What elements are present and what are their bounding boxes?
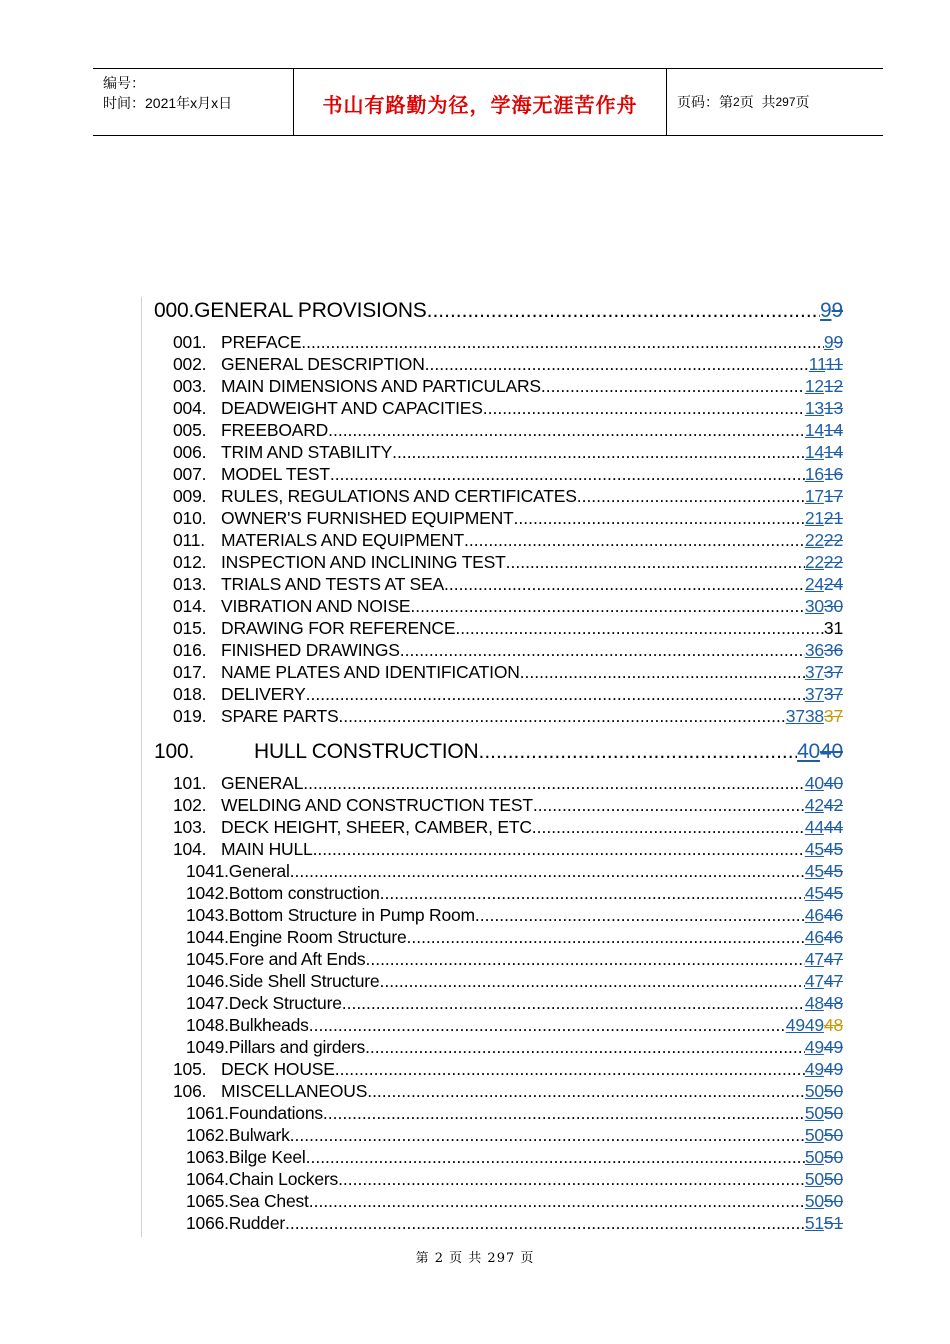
toc-page-deleted: 36	[823, 640, 843, 660]
toc-entry-title: MATERIALS AND EQUIPMENT	[221, 530, 465, 550]
toc-entry-number: 1041.	[186, 861, 229, 881]
toc-entry-title: Sea Chest	[228, 1191, 309, 1211]
toc-entry	[173, 618, 843, 639]
toc-entry-title: GENERAL PROVISIONS	[194, 299, 427, 322]
toc-page-deleted: 30	[823, 596, 843, 616]
toc-entry	[173, 684, 843, 705]
toc-page-link[interactable]	[805, 1125, 843, 1146]
toc-leader-dots	[475, 905, 805, 926]
toc-page-inserted: 4949	[785, 1015, 824, 1035]
toc-entry	[186, 883, 843, 904]
toc-entry	[186, 1213, 843, 1234]
toc-entry-number: 007.	[173, 464, 207, 484]
toc-leader-dots	[338, 706, 785, 727]
page-number: 2	[733, 95, 740, 109]
toc-entry-number: 1049.	[186, 1037, 229, 1057]
toc-entry-title: DELIVERY	[221, 684, 306, 704]
toc-page-link[interactable]	[805, 420, 843, 441]
toc-entry-number: 1062.	[186, 1125, 229, 1145]
toc-entry-number: 1043.	[186, 905, 229, 925]
toc-page-inserted: 48	[804, 993, 824, 1013]
toc-leader-dots	[285, 1213, 805, 1234]
toc-leader-dots	[380, 883, 805, 904]
toc-page-link[interactable]	[805, 1059, 843, 1080]
toc-page-link[interactable]	[805, 1191, 843, 1212]
toc-page-inserted: 24	[804, 574, 824, 594]
toc-page-inserted: 45	[804, 839, 824, 859]
toc-page-deleted: 42	[823, 795, 843, 815]
toc-leader-dots	[323, 1103, 805, 1124]
toc-page-deleted: 48	[823, 1015, 843, 1035]
toc-page-link[interactable]	[805, 905, 843, 926]
toc-entry	[173, 398, 843, 419]
toc-page-inserted: 9	[820, 299, 832, 322]
toc-page-inserted: 11	[808, 354, 826, 374]
toc-page-inserted: 22	[804, 530, 824, 550]
toc-leader-dots	[338, 1169, 805, 1190]
toc-entry-number: 104.	[173, 839, 207, 859]
toc-entry-number: 013.	[173, 574, 207, 594]
toc-entry	[173, 376, 843, 397]
toc-entry-title: Bottom Structure in Pump Room	[228, 905, 475, 925]
toc-page-deleted: 11	[825, 354, 843, 374]
toc-entry	[186, 1191, 843, 1212]
toc-entry-number: 1066.	[186, 1213, 229, 1233]
toc-leader-dots	[365, 949, 804, 970]
toc-page-deleted: 50	[823, 1191, 843, 1211]
toc-page-link[interactable]	[824, 618, 843, 639]
toc-page-inserted: 37	[804, 684, 824, 704]
toc-entry-title: Bilge Keel	[228, 1147, 306, 1167]
toc-page-deleted: 50	[823, 1169, 843, 1189]
toc-entry-number: 012.	[173, 552, 207, 572]
toc-entry	[154, 299, 843, 323]
page-prefix: 页码：第	[677, 94, 733, 110]
page-suffix: 页	[795, 94, 810, 110]
toc-leader-dots	[330, 464, 805, 485]
toc-page-inserted: 47	[804, 949, 824, 969]
toc-leader-dots	[425, 354, 809, 375]
toc-entry	[173, 464, 843, 485]
toc-entry-number: 016.	[173, 640, 207, 660]
toc-page-inserted: 51	[804, 1213, 824, 1233]
toc-leader-dots	[541, 376, 805, 397]
toc-entry	[173, 817, 843, 838]
toc-entry	[186, 1125, 843, 1146]
toc-entry	[173, 839, 843, 860]
toc-leader-dots	[427, 299, 820, 323]
toc-leader-dots	[532, 817, 805, 838]
toc-entry-number: 1064.	[186, 1169, 229, 1189]
toc-leader-dots	[309, 1191, 805, 1212]
toc-entry-number: 100.	[154, 740, 195, 763]
header-motto: 书山有路勤为径，学海无涯苦作舟	[294, 69, 667, 135]
toc-leader-dots	[306, 1147, 805, 1168]
toc-page-link[interactable]	[805, 839, 843, 860]
toc-entry-title: GENERAL DESCRIPTION	[221, 354, 425, 374]
toc-page-link[interactable]	[805, 817, 843, 838]
toc-page-deleted: 51	[823, 1213, 843, 1233]
toc-entry-title: TRIALS AND TESTS AT SEA	[221, 574, 444, 594]
toc-entry	[173, 574, 843, 595]
toc-entry	[173, 530, 843, 551]
toc-entry	[186, 1147, 843, 1168]
toc-entry	[173, 706, 843, 727]
toc-page-inserted: 46	[804, 905, 824, 925]
toc-page-inserted: 12	[804, 376, 824, 396]
toc-page-link[interactable]	[805, 927, 843, 948]
toc-leader-dots	[407, 927, 805, 948]
table-of-contents	[141, 297, 847, 1237]
toc-entry-number: 019.	[173, 706, 207, 726]
toc-entry-number: 1063.	[186, 1147, 229, 1167]
toc-page-link[interactable]	[805, 596, 843, 617]
toc-leader-dots	[367, 1081, 805, 1102]
toc-page-link[interactable]	[805, 949, 843, 970]
toc-entry-number: 1045.	[186, 949, 229, 969]
toc-entry-number: 009.	[173, 486, 207, 506]
toc-page-link[interactable]	[824, 332, 843, 353]
toc-entry	[173, 508, 843, 529]
toc-entry-title: Pillars and girders	[228, 1037, 366, 1057]
toc-entry-number: 1061.	[186, 1103, 229, 1123]
toc-entry	[173, 332, 843, 353]
toc-page-deleted: 37	[823, 684, 843, 704]
toc-page-deleted: 45	[823, 883, 843, 903]
toc-page-link[interactable]	[805, 883, 843, 904]
toc-entry-title: INSPECTION AND INCLINING TEST	[221, 552, 506, 572]
toc-page-deleted: 50	[823, 1125, 843, 1145]
toc-entry-number: 017.	[173, 662, 207, 682]
toc-entry-title: Bulwark	[228, 1125, 290, 1145]
toc-entry-title: Engine Room Structure	[228, 927, 407, 947]
toc-entry	[173, 640, 843, 661]
page-total: 297	[775, 95, 796, 109]
toc-page-inserted: 9	[823, 332, 834, 352]
header-page-info	[667, 69, 883, 135]
toc-entry-number: 105.	[173, 1059, 207, 1079]
toc-entry-title: Deck Structure	[228, 993, 342, 1013]
toc-entry-number: 011.	[173, 530, 205, 550]
toc-page-inserted: 14	[804, 442, 824, 462]
toc-entry-title: WELDING AND CONSTRUCTION TEST	[221, 795, 533, 815]
toc-entry-title: DEADWEIGHT AND CAPACITIES	[221, 398, 483, 418]
toc-page-link[interactable]	[805, 1037, 843, 1058]
toc-page-inserted: 50	[804, 1103, 824, 1123]
toc-page-inserted: 46	[804, 927, 824, 947]
toc-page-link[interactable]	[805, 684, 843, 705]
toc-page-link[interactable]	[805, 486, 843, 507]
toc-leader-dots	[479, 740, 798, 764]
toc-page-deleted: 50	[823, 1147, 843, 1167]
toc-page-inserted: 50	[804, 1191, 824, 1211]
page-mid: 页 共	[739, 94, 776, 110]
toc-page-inserted: 50	[804, 1169, 824, 1189]
toc-page-link[interactable]	[805, 640, 843, 661]
toc-page-inserted: 42	[804, 795, 824, 815]
toc-page-deleted: 40	[820, 740, 843, 763]
toc-page-deleted: 13	[823, 398, 843, 418]
toc-entry-title: Side Shell Structure	[228, 971, 380, 991]
toc-page-inserted: 40	[797, 740, 821, 763]
toc-entry	[173, 1059, 843, 1080]
toc-entry	[154, 740, 843, 764]
toc-entry-number: 1065.	[186, 1191, 229, 1211]
toc-page-link[interactable]	[805, 574, 843, 595]
toc-page-inserted: 40	[804, 773, 824, 793]
toc-page-deleted: 21	[823, 508, 843, 528]
toc-page-inserted: 17	[804, 486, 824, 506]
doc-number-label: 编号：	[103, 75, 145, 91]
toc-page-link[interactable]	[805, 861, 843, 882]
toc-entry	[173, 354, 843, 375]
toc-page-deleted: 14	[823, 420, 843, 440]
toc-entry	[173, 662, 843, 683]
toc-leader-dots	[301, 332, 824, 353]
toc-page-inserted: 44	[804, 817, 824, 837]
toc-entry-number: 018.	[173, 684, 207, 704]
toc-entry-number: 102.	[173, 795, 207, 815]
toc-page-inserted: 37	[804, 662, 824, 682]
toc-page-deleted: 22	[823, 552, 843, 572]
toc-entry	[186, 1103, 843, 1124]
toc-page-link[interactable]	[805, 795, 843, 816]
toc-entry-title: MAIN HULL	[221, 839, 313, 859]
toc-leader-dots	[290, 861, 805, 882]
toc-entry	[186, 927, 843, 948]
toc-page-inserted: 21	[804, 508, 824, 528]
toc-page-inserted: 45	[804, 883, 824, 903]
toc-entry-title: HULL CONSTRUCTION	[254, 740, 479, 763]
toc-entry-title: MODEL TEST	[221, 464, 330, 484]
toc-page-link[interactable]	[820, 299, 843, 323]
toc-leader-dots	[506, 552, 805, 573]
toc-entry	[173, 442, 843, 463]
toc-entry-title: DRAWING FOR REFERENCE	[221, 618, 456, 638]
toc-page-link[interactable]	[805, 1213, 843, 1234]
toc-entry-title: Bottom construction	[228, 883, 380, 903]
toc-entry-title: MISCELLANEOUS	[221, 1081, 368, 1101]
toc-page-deleted: 45	[823, 839, 843, 859]
toc-leader-dots	[342, 993, 805, 1014]
toc-entry-number: 1044.	[186, 927, 229, 947]
toc-entry	[186, 1169, 843, 1190]
toc-page-inserted: 50	[804, 1125, 824, 1145]
toc-page-deleted: 44	[823, 817, 843, 837]
header-meta	[93, 69, 294, 135]
toc-entry-title: FREEBOARD	[221, 420, 329, 440]
toc-page-deleted: 24	[823, 574, 843, 594]
toc-leader-dots	[444, 574, 805, 595]
toc-page-deleted: 46	[823, 905, 843, 925]
toc-entry-title: GENERAL	[221, 773, 304, 793]
toc-page-link[interactable]	[805, 398, 843, 419]
toc-entry-number: 004.	[173, 398, 207, 418]
toc-entry	[173, 795, 843, 816]
toc-page-link[interactable]	[809, 354, 843, 375]
toc-leader-dots	[464, 530, 805, 551]
toc-page-inserted: 45	[804, 861, 824, 881]
toc-leader-dots	[533, 795, 805, 816]
toc-entry-title: DECK HEIGHT, SHEER, CAMBER, ETC	[221, 817, 532, 837]
toc-leader-dots	[410, 596, 804, 617]
toc-entry-number: 1046.	[186, 971, 229, 991]
toc-page-link[interactable]	[805, 552, 843, 573]
toc-entry-number: 002.	[173, 354, 207, 374]
toc-leader-dots	[290, 1125, 805, 1146]
toc-leader-dots	[313, 839, 805, 860]
toc-page-deleted: 50	[823, 1103, 843, 1123]
toc-page-link[interactable]	[805, 508, 843, 529]
toc-page-link[interactable]	[805, 442, 843, 463]
toc-page-inserted: 30	[804, 596, 824, 616]
toc-entry-number: 101.	[173, 773, 207, 793]
toc-entry-number: 003.	[173, 376, 207, 396]
toc-entry	[186, 861, 843, 882]
toc-page-deleted: 9	[833, 332, 843, 352]
toc-leader-dots	[483, 398, 805, 419]
toc-entry-title: Bulkheads	[228, 1015, 309, 1035]
toc-entry	[186, 993, 843, 1014]
toc-page-link[interactable]	[805, 1169, 843, 1190]
toc-entry-number: 001.	[173, 332, 207, 352]
toc-page-deleted: 14	[823, 442, 843, 462]
toc-page-deleted: 22	[823, 530, 843, 550]
toc-page-deleted: 37	[823, 662, 843, 682]
toc-entry-title: Chain Lockers	[228, 1169, 339, 1189]
toc-page-link[interactable]	[786, 1015, 843, 1036]
toc-page-inserted: 13	[804, 398, 824, 418]
toc-entry-number: 106.	[173, 1081, 207, 1101]
toc-page-deleted: 16	[823, 464, 843, 484]
toc-entry-number: 006.	[173, 442, 207, 462]
toc-page-inserted: 36	[804, 640, 824, 660]
toc-entry-title: General	[228, 861, 290, 881]
toc-page-deleted: 37	[823, 706, 843, 726]
toc-page-inserted: 49	[804, 1059, 824, 1079]
toc-page-link[interactable]	[805, 773, 843, 794]
toc-entry	[173, 552, 843, 573]
toc-leader-dots	[577, 486, 805, 507]
toc-page-inserted: 47	[804, 971, 824, 991]
toc-entry-number: 010.	[173, 508, 207, 528]
toc-entry	[186, 1037, 843, 1058]
toc-entry-title: OWNER'S FURNISHED EQUIPMENT	[221, 508, 514, 528]
toc-page-link[interactable]	[797, 740, 843, 764]
toc-page-link[interactable]	[805, 530, 843, 551]
toc-page-deleted: 12	[823, 376, 843, 396]
toc-entry	[186, 949, 843, 970]
toc-entry-number: 1048.	[186, 1015, 229, 1035]
toc-page-deleted: 40	[823, 773, 843, 793]
toc-entry-number: 1047.	[186, 993, 229, 1013]
toc-page-deleted: 48	[823, 993, 843, 1013]
toc-page-link[interactable]	[805, 662, 843, 683]
toc-entry-number: 103.	[173, 817, 207, 837]
toc-leader-dots	[520, 662, 805, 683]
toc-page-deleted: 17	[823, 486, 843, 506]
toc-entry-number: 005.	[173, 420, 207, 440]
toc-leader-dots	[379, 971, 804, 992]
toc-page-link[interactable]	[805, 1103, 843, 1124]
toc-leader-dots	[365, 1037, 805, 1058]
toc-page-deleted: 47	[823, 971, 843, 991]
toc-leader-dots	[400, 640, 805, 661]
toc-leader-dots	[328, 420, 805, 441]
toc-leader-dots	[335, 1059, 805, 1080]
toc-entry-title: RULES, REGULATIONS AND CERTIFICATES	[221, 486, 577, 506]
toc-page-number: 31	[823, 618, 843, 638]
doc-date: 时间：2021年x月x日	[103, 95, 233, 111]
toc-entry	[173, 420, 843, 441]
page-header	[93, 68, 883, 136]
toc-page-inserted: 16	[804, 464, 824, 484]
toc-page-inserted: 3738	[785, 706, 824, 726]
toc-page-link[interactable]	[805, 376, 843, 397]
toc-page-link[interactable]	[805, 464, 843, 485]
toc-entry-title: NAME PLATES AND IDENTIFICATION	[221, 662, 520, 682]
toc-page-deleted: 47	[823, 949, 843, 969]
toc-entry-title: SPARE PARTS	[221, 706, 339, 726]
toc-entry-title: Foundations	[228, 1103, 323, 1123]
toc-entry	[173, 486, 843, 507]
toc-page-deleted: 50	[823, 1081, 843, 1101]
toc-leader-dots	[514, 508, 805, 529]
page-footer: 第 2 页 共 297 页	[415, 1251, 535, 1266]
toc-entry-title: Fore and Aft Ends	[228, 949, 366, 969]
toc-entry-title: MAIN DIMENSIONS AND PARTICULARS	[221, 376, 541, 396]
toc-entry-number: 015.	[173, 618, 207, 638]
toc-page-inserted: 50	[804, 1081, 824, 1101]
toc-entry-title: PREFACE	[221, 332, 302, 352]
toc-leader-dots	[303, 773, 805, 794]
toc-page-deleted: 45	[823, 861, 843, 881]
toc-entry-title: DECK HOUSE	[221, 1059, 335, 1079]
toc-page-inserted: 22	[804, 552, 824, 572]
toc-entry-title: Rudder	[228, 1213, 285, 1233]
toc-entry-title: FINISHED DRAWINGS	[221, 640, 400, 660]
toc-page-deleted: 9	[831, 299, 843, 322]
toc-page-inserted: 14	[804, 420, 824, 440]
toc-page-link[interactable]	[805, 1147, 843, 1168]
toc-leader-dots	[309, 1015, 786, 1036]
toc-page-link[interactable]	[805, 1081, 843, 1102]
toc-entry	[186, 905, 843, 926]
toc-leader-dots	[392, 442, 805, 463]
toc-entry-title: VIBRATION AND NOISE	[221, 596, 411, 616]
toc-entry	[186, 1015, 843, 1036]
toc-entry-number: 000.	[154, 299, 195, 322]
toc-entry	[173, 596, 843, 617]
toc-page-inserted: 49	[804, 1037, 824, 1057]
toc-entry-title: TRIM AND STABILITY	[221, 442, 393, 462]
toc-page-link[interactable]	[786, 706, 843, 727]
toc-entry	[186, 971, 843, 992]
toc-entry-number: 1042.	[186, 883, 229, 903]
toc-page-deleted: 49	[823, 1059, 843, 1079]
toc-entry	[173, 1081, 843, 1102]
toc-entry	[173, 773, 843, 794]
toc-page-link[interactable]	[805, 993, 843, 1014]
toc-leader-dots	[455, 618, 824, 639]
toc-leader-dots	[306, 684, 805, 705]
toc-page-deleted: 49	[823, 1037, 843, 1057]
toc-page-deleted: 46	[823, 927, 843, 947]
toc-page-inserted: 50	[804, 1147, 824, 1167]
toc-page-link[interactable]	[805, 971, 843, 992]
toc-entry-number: 014.	[173, 596, 207, 616]
